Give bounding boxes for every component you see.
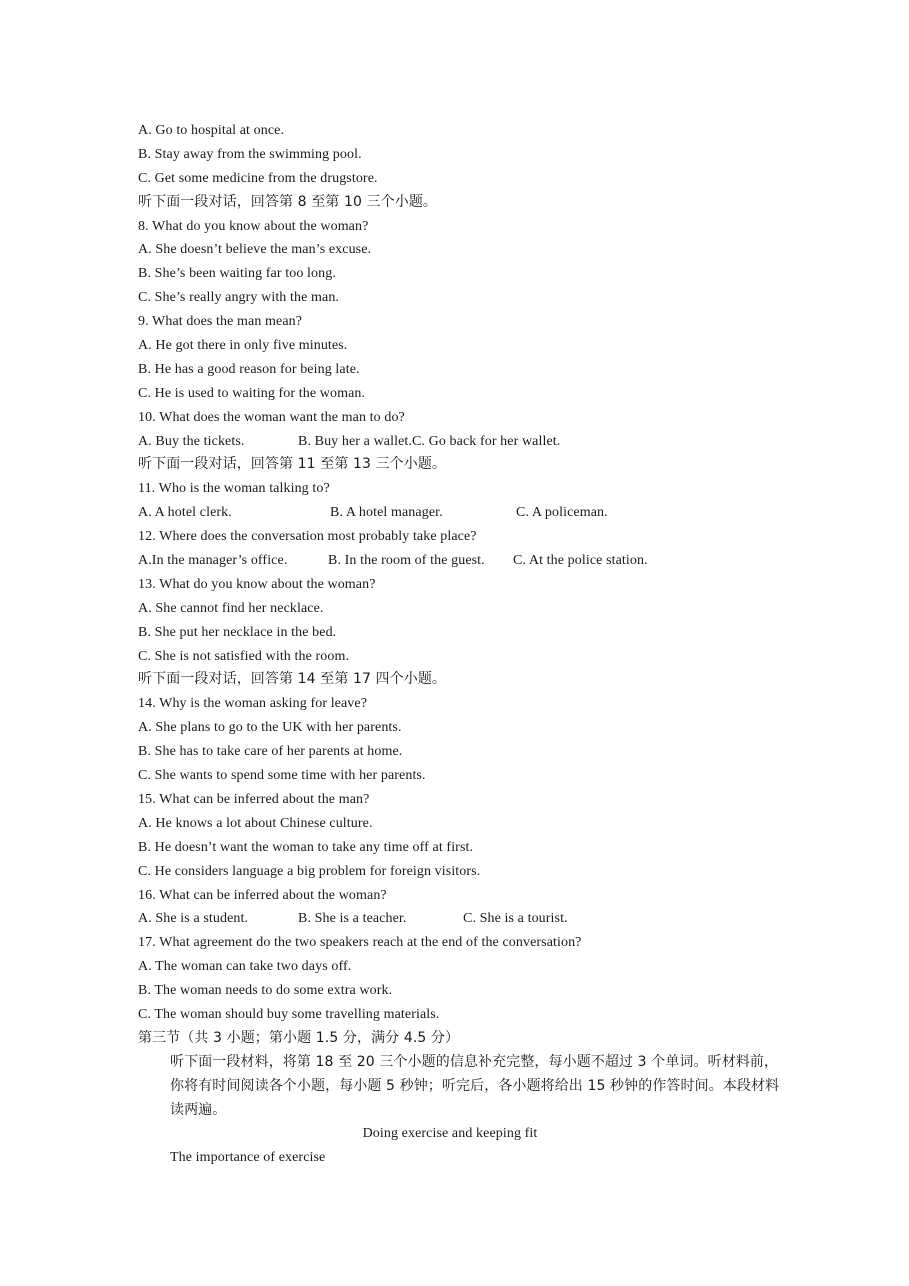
q11-question: 11. Who is the woman talking to? bbox=[138, 481, 330, 497]
q13-option-b: B. She put her necklace in the bed. bbox=[138, 624, 337, 640]
q13-question: 13. What do you know about the woman? bbox=[138, 576, 376, 592]
q16-option-a: A. She is a student. bbox=[138, 911, 249, 927]
section-instruction-8-10: 听下面一段对话，回答第 8 至第 10 三个小题。 bbox=[138, 193, 438, 210]
q8-option-c: C. She’s really angry with the man. bbox=[138, 290, 340, 306]
q8-option-b: B. She’s been waiting far too long. bbox=[138, 266, 336, 282]
q10-option-b: B. Buy her a wallet. bbox=[298, 433, 412, 449]
q17-option-b: B. The woman needs to do some extra work. bbox=[138, 983, 393, 999]
listening-section bbox=[138, 119, 788, 1170]
q16-option-b: B. She is a teacher. bbox=[298, 911, 407, 927]
q7-option-b: B. Stay away from the swimming pool. bbox=[138, 146, 362, 162]
q11-option-b: B. A hotel manager. bbox=[330, 505, 443, 521]
q15-option-b: B. He doesn’t want the woman to take any time off at first. bbox=[138, 839, 474, 855]
q12-options bbox=[138, 549, 788, 573]
section-instruction-14-17: 听下面一段对话，回答第 14 至第 17 四个小题。 bbox=[138, 671, 447, 688]
q11-options bbox=[138, 501, 788, 525]
q9-option-c: C. He is used to waiting for the woman. bbox=[138, 385, 366, 401]
q10-options bbox=[138, 430, 788, 454]
q17-option-a: A. The woman can take two days off. bbox=[138, 959, 352, 975]
q17-option-c: C. The woman should buy some travelling materials. bbox=[138, 1006, 440, 1022]
part3-heading: 第三节（共 3 小题；第小题 1.5 分，满分 4.5 分） bbox=[138, 1029, 460, 1046]
part3-instructions: 听下面一段材料，将第 18 至 20 三个小题的信息补充完整，每小题不超过 3 个单词。听材料前，你将有时间阅读各个小题，每小题 5 秒钟；听完后，各小题将给出 15 秒钟的作答时间。本段材料读两遍。 bbox=[170, 1053, 780, 1118]
q12-option-b: B. In the room of the guest. bbox=[328, 553, 485, 569]
q10-option-a: A. Buy the tickets. bbox=[138, 433, 245, 449]
passage-title: Doing exercise and keeping fit bbox=[362, 1126, 538, 1142]
q14-option-a: A. She plans to go to the UK with her parents. bbox=[138, 720, 402, 736]
section-instruction-11-13: 听下面一段对话，回答第 11 至第 13 三个小题。 bbox=[138, 456, 447, 473]
q12-option-c: C. At the police station. bbox=[513, 553, 648, 569]
q17-question: 17. What agreement do the two speakers reach at the end of the conversation? bbox=[138, 935, 582, 951]
q9-question: 9. What does the man mean? bbox=[138, 314, 303, 330]
q12-question: 12. Where does the conversation most probably take place? bbox=[138, 529, 477, 545]
q11-option-c: C. A policeman. bbox=[516, 505, 608, 521]
q15-option-c: C. He considers language a big problem for foreign visitors. bbox=[138, 863, 481, 879]
q10-option-c: C. Go back for her wallet. bbox=[411, 433, 561, 449]
passage-subheading: The importance of exercise bbox=[170, 1150, 326, 1166]
q9-option-a: A. He got there in only five minutes. bbox=[138, 338, 348, 354]
q8-option-a: A. She doesn’t believe the man’s excuse. bbox=[138, 242, 372, 258]
q9-option-b: B. He has a good reason for being late. bbox=[138, 361, 360, 377]
q7-option-a: A. Go to hospital at once. bbox=[138, 123, 285, 138]
q15-question: 15. What can be inferred about the man? bbox=[138, 791, 370, 807]
q14-option-c: C. She wants to spend some time with her parents. bbox=[138, 768, 426, 784]
q13-option-a: A. She cannot find her necklace. bbox=[138, 600, 324, 616]
q16-question: 16. What can be inferred about the woman? bbox=[138, 887, 387, 903]
q14-question: 14. Why is the woman asking for leave? bbox=[138, 696, 368, 712]
q11-option-a: A. A hotel clerk. bbox=[138, 505, 232, 521]
q13-option-c: C. She is not satisfied with the room. bbox=[138, 648, 350, 664]
q12-option-a: A.In the manager’s office. bbox=[138, 553, 288, 569]
q7-option-c: C. Get some medicine from the drugstore. bbox=[138, 170, 378, 186]
q15-option-a: A. He knows a lot about Chinese culture. bbox=[138, 815, 373, 831]
q10-question: 10. What does the woman want the man to do? bbox=[138, 409, 405, 425]
q8-question: 8. What do you know about the woman? bbox=[138, 218, 369, 234]
q16-option-c: C. She is a tourist. bbox=[463, 911, 568, 927]
q14-option-b: B. She has to take care of her parents at home. bbox=[138, 744, 403, 760]
q16-options bbox=[138, 907, 788, 931]
